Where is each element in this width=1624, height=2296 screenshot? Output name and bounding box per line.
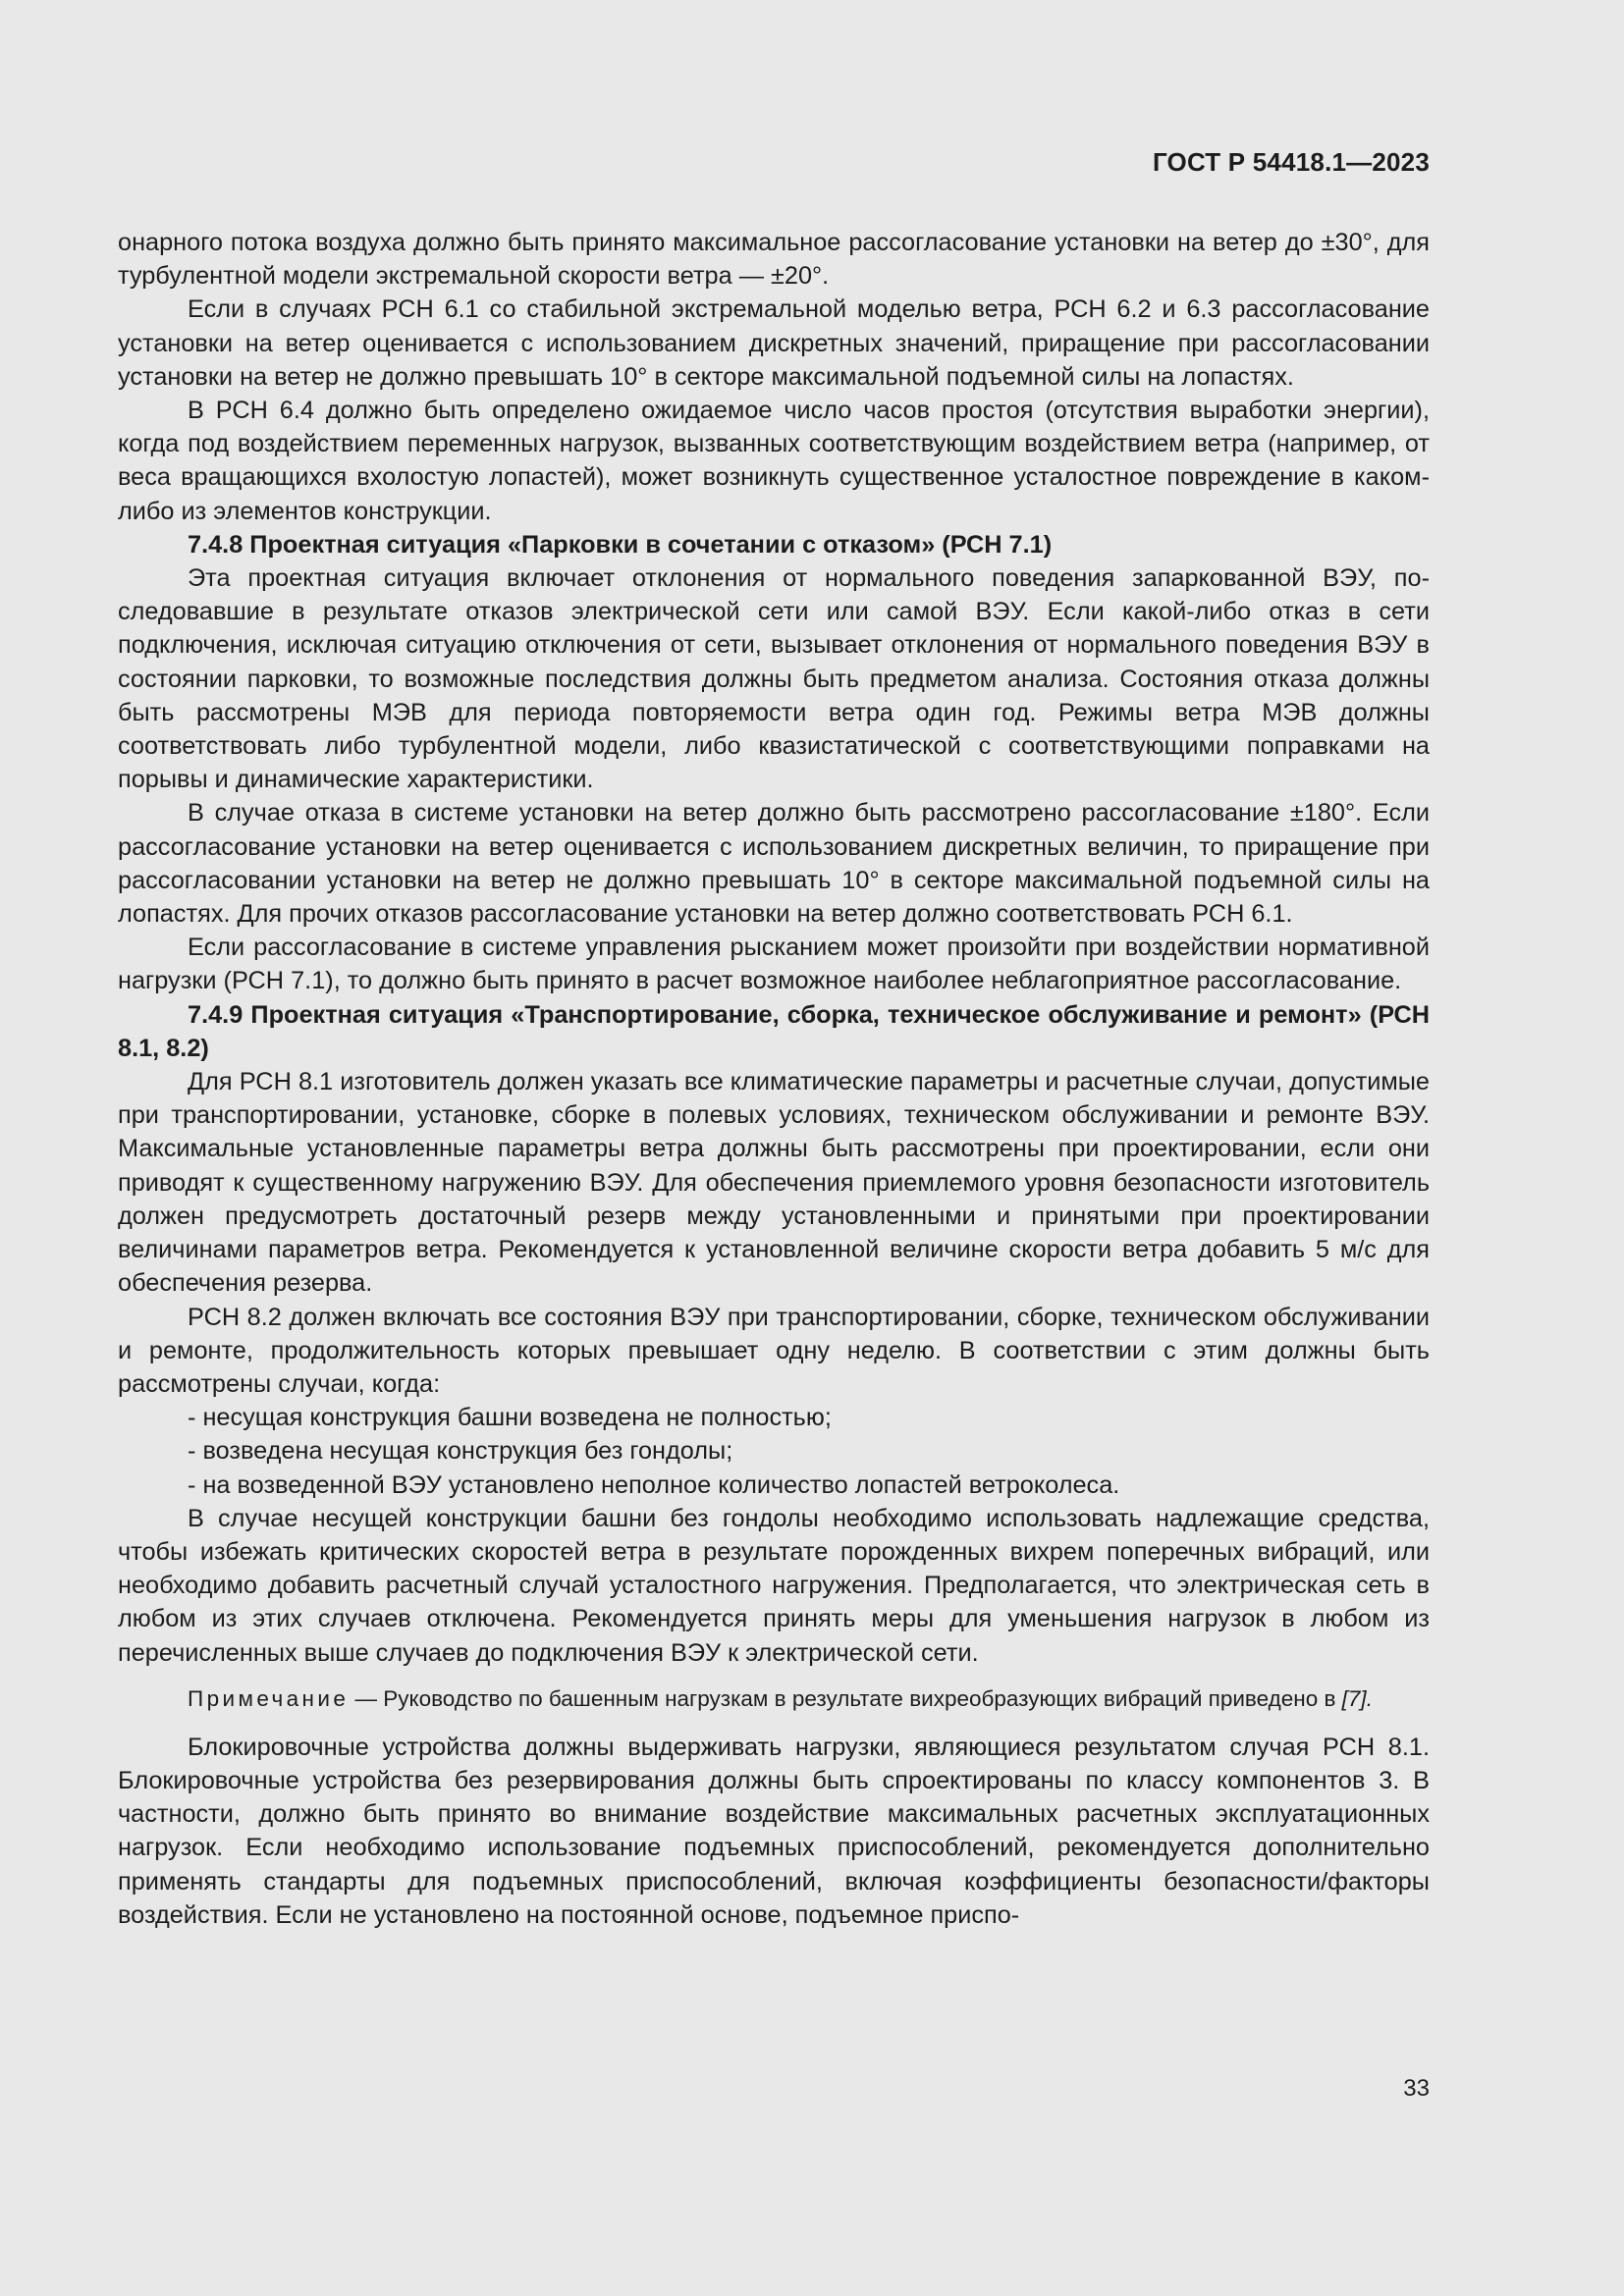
note-reference: [7]. <box>1341 1685 1373 1711</box>
paragraph-continued: онарного потока воздуха должно быть принято максимальное рассогласование установки на ветер до ±30°, для турбулентной модели экстремальной скорости ветра — ±20°. <box>118 229 1430 291</box>
paragraph: Эта проектная ситуация включает отклонения от нормального поведения запаркованной ВЭУ, последовавшие в результате отказов электрической сети или самой ВЭУ. Если какой-либо отказ в сети подключения, исключая ситуацию отключения от сети, вызывает отклонения от нормального поведения ВЭУ в состоянии парковки, то возможные последствия должны быть предметом анализа. Состояния отказа должны быть рассмотрены МЭВ для периода повторяемости ветра один год. Режимы ветра МЭВ должны соответствовать либо турбулентной модели, либо квазистатической с соответствующими поправками на порывы и динамические характеристики. <box>118 564 1430 794</box>
document-id: ГОСТ Р 54418.1—2023 <box>1152 147 1430 177</box>
list-item: - несущая конструкция башни возведена не полностью; <box>188 1404 832 1432</box>
paragraph: Блокировочные устройства должны выдерживать нагрузки, являющиеся результатом случая РСН 8.1. Блокировочные устройства без резервирования должны быть спроектированы по классу компонентов 3. В частности, должно быть принято во внимание воздействие максимальных расчетных эксплуатационных нагрузок. Если необходимо использование подъемных приспособлений, рекомендуется дополнительно применять стандарты для подъемных приспособлений, включая коэффициенты безопасности/факторы воздействия. Если не установлено на постоянной основе, подъемное приспо- <box>118 1733 1430 1929</box>
note-text: — Руководство по башенным нагрузкам в результате вихреобразующих вибраций приведено в <box>349 1685 1342 1711</box>
note-label: Примечание <box>188 1685 350 1711</box>
page-body <box>118 226 1430 1932</box>
paragraph: Для РСН 8.1 изготовитель должен указать все климатические параметры и расчетные случаи, допустимые при транспортировании, установке, сборке в полевых условиях, техническом обслуживании и ремонте ВЭУ. Максимальные установленные параметры ветра должны быть рассмотрены при проектировании, если они приводят к существенному нагружению ВЭУ. Для обеспечения приемлемого уровня безопасности изготовитель должен предусмотреть достаточный резерв между установленными и принятыми при проектировании величинами параметров ветра. Рекомендуется к установленной величине скорости ветра добавить 5 м/с для обеспечения резерва. <box>118 1068 1430 1298</box>
list-item: - на возведенной ВЭУ установлено неполное количество лопастей ветроколеса. <box>188 1470 1120 1499</box>
paragraph: В случае отказа в системе установки на ветер должно быть рассмотрено рассогласование ±180°. Если рассогласование установки на ветер оценивается с использованием дискретных величин, то приращение при рассогласовании установки на ветер не должно превышать 10° в секторе максимальной подъемной силы на лопастях. Для прочих отказов рассогласование установки на ветер должно соответствовать РСН 6.1. <box>118 799 1430 929</box>
paragraph: В случае несущей конструкции башни без гондолы необходимо использовать надлежащие средства, чтобы избежать критических скоростей ветра в результате порожденных вихрем поперечных вибраций, или необходимо добавить расчетный случай усталостного нагружения. Предполагается, что электрическая сеть в любом из этих случаев отключена. Рекомендуется принять меры для уменьшения нагрузок в любом из перечисленных выше случаев до подключения ВЭУ к электрической сети. <box>118 1504 1430 1667</box>
note <box>118 1683 1430 1715</box>
paragraph: В РСН 6.4 должно быть определено ожидаемое число часов простоя (отсутствия выработки энергии), когда под воздействием переменных нагрузок, вызванных соответствующим воздействием ветра (например, от веса вращающихся вхолостую лопастей), может возникнуть существенное усталостное повреждение в каком-либо из элементов конструкции. <box>118 397 1430 525</box>
section-heading-7-4-9: 7.4.9 Проектная ситуация «Транспортирование, сборка, техническое обслуживание и ремонт» (РСН 8.1, 8.2) <box>118 1000 1430 1062</box>
page-number: 33 <box>1403 2075 1430 2102</box>
list-item: - возведена несущая конструкция без гондолы; <box>188 1437 733 1466</box>
paragraph: РСН 8.2 должен включать все состояния ВЭУ при транспортировании, сборке, техническом обслуживании и ремонте, продолжительность которых превышает одну неделю. В соответствии с этим должны быть рассмотрены случаи, когда: <box>118 1303 1430 1398</box>
section-heading-7-4-8: 7.4.8 Проектная ситуация «Парковки в сочетании с отказом» (РСН 7.1) <box>188 530 1053 559</box>
paragraph: Если рассогласование в системе управления рысканием может произойти при воздействии нормативной нагрузки (РСН 7.1), то должно быть принято в расчет возможное наиболее неблагоприятное рассогласование. <box>118 934 1430 995</box>
paragraph: Если в случаях РСН 6.1 со стабильной экстремальной моделью ветра, РСН 6.2 и 6.3 рассогласование установки на ветер оценивается с использованием дискретных значений, приращение при рассогласовании установки на ветер не должно превышать 10° в секторе максимальной подъемной силы на лопастях. <box>118 295 1430 391</box>
